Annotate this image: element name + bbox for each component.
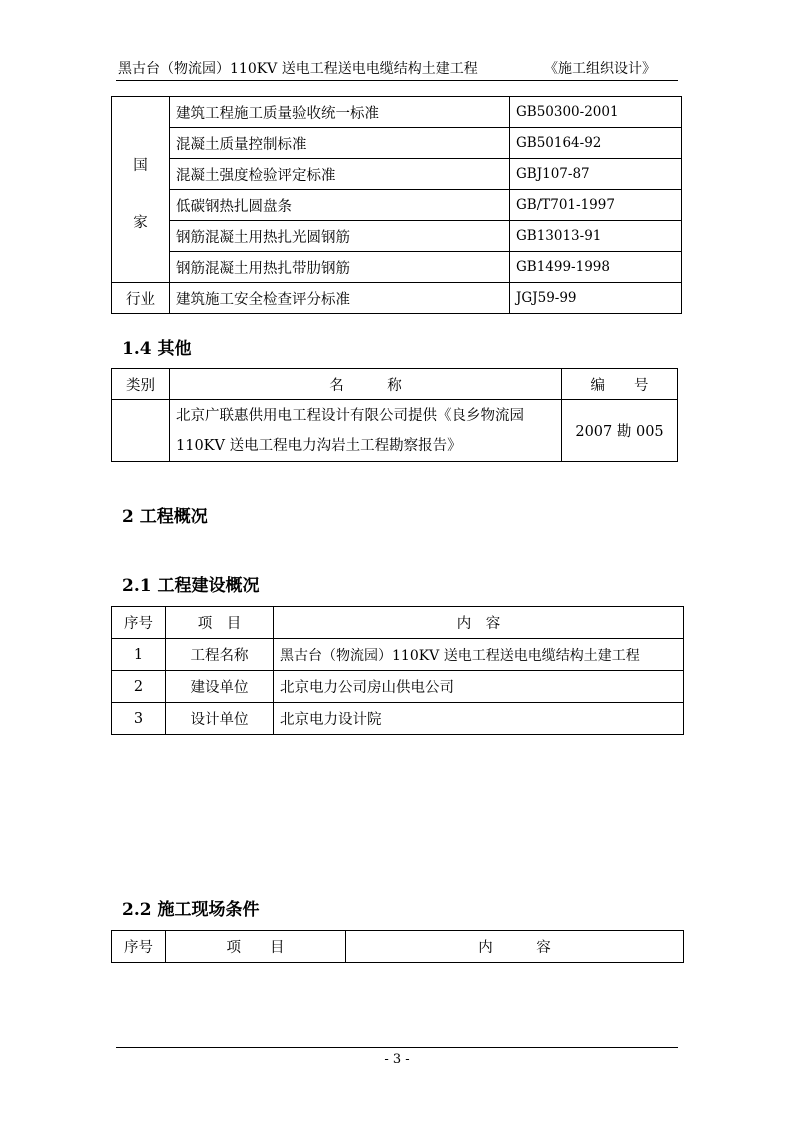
section-title: 2 工程概况 [122, 507, 208, 527]
other-table [111, 368, 678, 462]
standard-name: 钢筋混凝土用热扎带肋钢筋 [170, 252, 510, 283]
standards-table [111, 96, 682, 314]
standard-code: JGJ59-99 [510, 283, 682, 314]
item-cell: 工程名称 [166, 639, 274, 671]
category-industry: 行业 [112, 283, 170, 314]
standard-code: GBJ107-87 [510, 159, 682, 190]
standard-name: 建筑工程施工质量验收统一标准 [170, 97, 510, 128]
header-project-title: 黑古台（物流园）110KV 送电工程送电电缆结构土建工程 [118, 61, 478, 77]
standard-name: 建筑施工安全检查评分标准 [170, 283, 510, 314]
project-overview-table [111, 606, 684, 735]
column-header: 编 号 [562, 369, 678, 400]
column-header: 类别 [112, 369, 170, 400]
code-cell: 2007 勘 005 [562, 400, 678, 462]
name-line: 北京广联惠供用电工程设计有限公司提供《良乡物流园 [176, 407, 524, 424]
column-header: 序号 [112, 607, 166, 639]
header-doc-title: 《施工组织设计》 [544, 61, 656, 77]
row-number: 2 [112, 671, 166, 703]
table-row [112, 128, 682, 159]
column-header: 内 容 [346, 931, 684, 963]
standard-code: GB50164-92 [510, 128, 682, 159]
standard-code: GB1499-1998 [510, 252, 682, 283]
table-row [112, 159, 682, 190]
section-title: 2.2 施工现场条件 [122, 900, 260, 920]
table-row [112, 703, 684, 735]
table-row [112, 400, 678, 462]
column-header: 序号 [112, 931, 166, 963]
table-row [112, 221, 682, 252]
content-cell: 北京电力公司房山供电公司 [274, 671, 684, 703]
name-line: 110KV 送电工程电力沟岩土工程勘察报告》 [176, 437, 462, 454]
table-header-row [112, 369, 678, 400]
item-cell: 设计单位 [166, 703, 274, 735]
table-row [112, 252, 682, 283]
standard-name: 低碳钢热扎圆盘条 [170, 190, 510, 221]
category-char: 家 [133, 214, 148, 231]
category-cell [112, 400, 170, 462]
item-cell: 建设单位 [166, 671, 274, 703]
standard-name: 钢筋混凝土用热扎光圆钢筋 [170, 221, 510, 252]
standard-name: 混凝土强度检验评定标准 [170, 159, 510, 190]
section-title: 2.1 工程建设概况 [122, 576, 260, 596]
content-cell: 北京电力设计院 [274, 703, 684, 735]
table-header-row [112, 607, 684, 639]
column-header: 项 目 [166, 607, 274, 639]
table-row [112, 97, 682, 128]
category-char: 国 [133, 157, 148, 174]
standard-code: GB50300-2001 [510, 97, 682, 128]
standard-name: 混凝土质量控制标准 [170, 128, 510, 159]
table-row [112, 639, 684, 671]
section-title: 1.4 其他 [122, 339, 192, 359]
column-header: 内 容 [274, 607, 684, 639]
standard-code: GB13013-91 [510, 221, 682, 252]
standard-code: GB/T701-1997 [510, 190, 682, 221]
row-number: 1 [112, 639, 166, 671]
table-row [112, 671, 684, 703]
row-number: 3 [112, 703, 166, 735]
column-header: 名 称 [170, 369, 562, 400]
page-header [116, 56, 678, 81]
content-cell: 黑古台（物流园）110KV 送电工程送电电缆结构土建工程 [274, 639, 684, 671]
table-row [112, 190, 682, 221]
table-row [112, 283, 682, 314]
table-header-row [112, 931, 684, 963]
column-header: 项 目 [166, 931, 346, 963]
footer-divider [116, 1047, 678, 1048]
category-national [112, 97, 170, 283]
name-cell [170, 400, 562, 462]
site-conditions-table [111, 930, 684, 963]
page-number: - 3 - [384, 1052, 410, 1067]
